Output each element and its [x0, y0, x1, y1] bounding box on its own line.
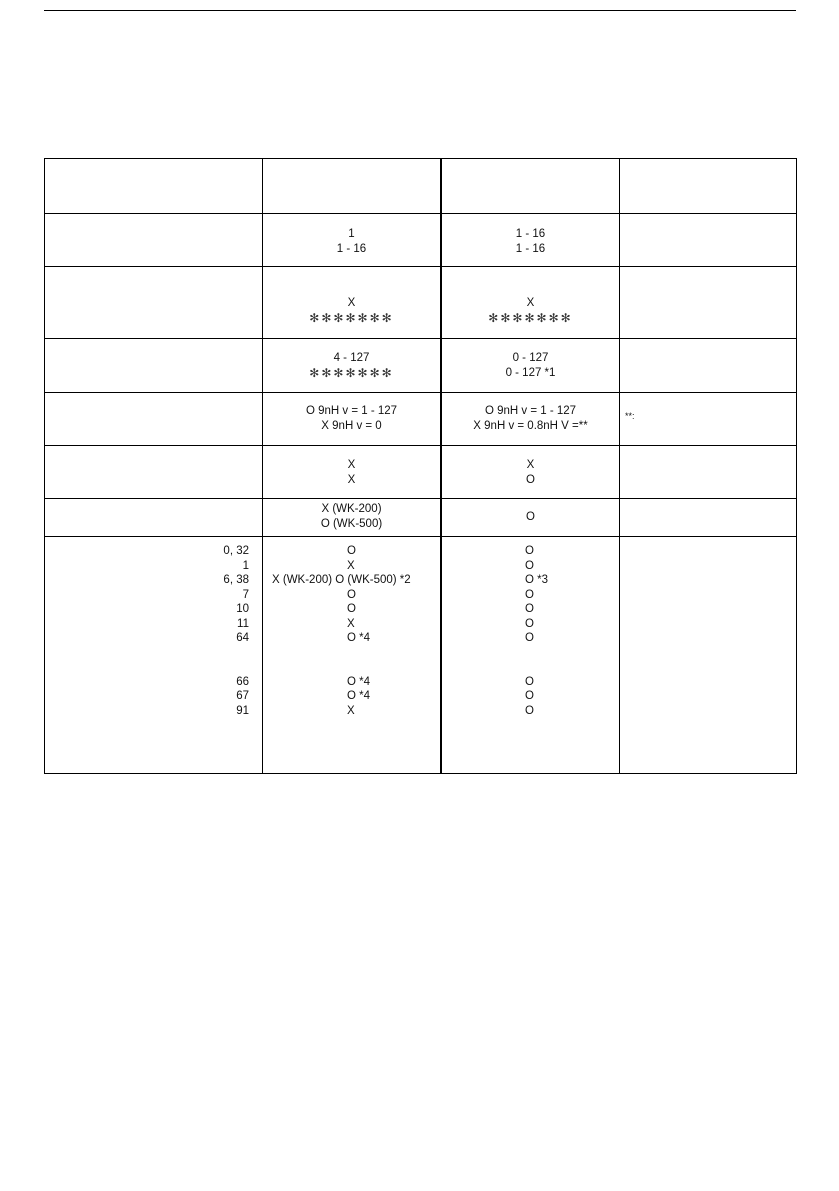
row-divider-mode: [45, 338, 796, 339]
note-number-transmitted: 4 - 127 ✻✻✻✻✻✻✻: [309, 352, 394, 380]
velocity-remark: **:: [625, 411, 635, 421]
row-divider-header: [45, 213, 796, 214]
row-divider-pitch-bend: [45, 536, 796, 537]
note-number-recognized: 0 - 127 0 - 127 *1: [505, 352, 556, 379]
row-divider-after-touch: [45, 498, 796, 499]
mode-recognized: X ✻✻✻✻✻✻✻: [488, 297, 573, 325]
page-top-rule: [44, 10, 796, 11]
mode-transmitted: X ✻✻✻✻✻✻✻: [309, 297, 394, 325]
control-change-transmitted: O X X (WK-200) O (WK-500) *2 O O X O *4 O *4 O *4 X: [272, 545, 411, 717]
velocity-transmitted: O 9nH v = 1 - 127 X 9nH v = 0: [305, 405, 398, 432]
channel-transmitted: 1 1 - 16: [336, 228, 367, 255]
velocity-recognized: O 9nH v = 1 - 127 X 9nH v = 0.8nH V =**: [473, 405, 588, 432]
pitch-bend-transmitted: X (WK-200) O (WK-500): [320, 503, 383, 530]
row-divider-note-number: [45, 392, 796, 393]
column-divider-3: [619, 159, 620, 773]
row-divider-channel: [45, 266, 796, 267]
midi-implementation-chart: [44, 158, 797, 774]
after-touch-transmitted: X X: [347, 459, 356, 486]
control-change-recognized: O O O *3 O O O O O O O: [525, 545, 549, 717]
pitch-bend-recognized: O: [526, 511, 535, 523]
channel-recognized: 1 - 16 1 - 16: [515, 228, 546, 255]
row-divider-velocity: [45, 445, 796, 446]
control-change-numbers: 0, 32 1 6, 38 7 10 11 64 66 67 91: [223, 545, 249, 717]
after-touch-recognized: X O: [526, 459, 535, 486]
